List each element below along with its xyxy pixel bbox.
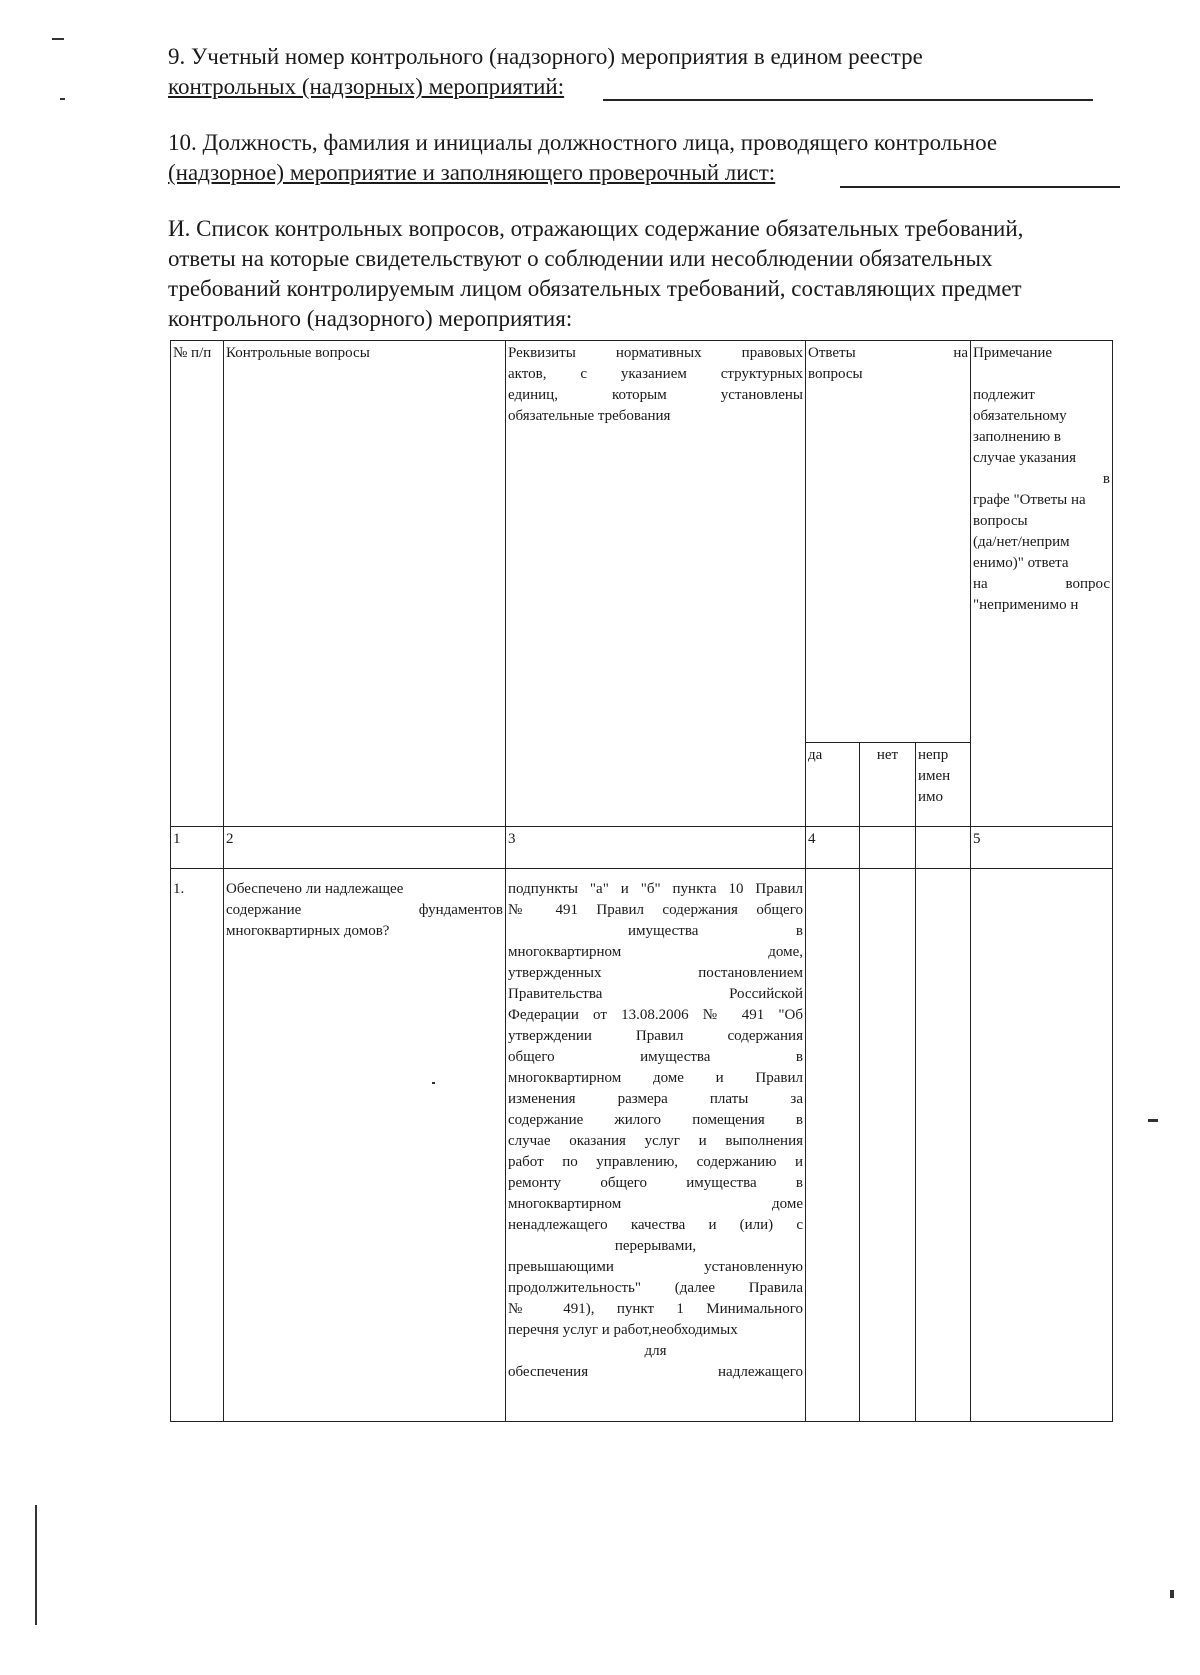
checklist-table [170, 340, 1113, 1422]
header-note-line: заполнению в [973, 429, 1061, 445]
row-1-requisites [506, 869, 806, 1422]
table-header-row [171, 341, 1113, 743]
row-1-answer-na[interactable] [916, 869, 971, 1422]
scan-speck [52, 38, 64, 40]
section-list-line3: требований контролируемым лицом обязательных требований, составляющих предмет [168, 276, 1022, 301]
section-9 [168, 42, 1113, 102]
scan-speck [1148, 1119, 1158, 1122]
scan-speck [1170, 1590, 1174, 1598]
req-line: имущества в [628, 923, 803, 939]
header-answers-right: на [953, 345, 969, 361]
table-row [171, 869, 1113, 1422]
header-answers-line2: вопросы [808, 366, 863, 382]
req-line: общего имущества в [508, 1049, 803, 1065]
req-line: многоквартирном доме [508, 1196, 803, 1212]
header-requisites-line: Реквизиты нормативных правовых [508, 345, 803, 361]
col-num-2: 2 [224, 827, 506, 869]
row-1-question-line: содержание фундаментов [226, 902, 503, 918]
scan-edge-line [35, 1505, 37, 1625]
section-9-line2: контрольных (надзорных) мероприятий: [168, 74, 565, 99]
req-line: № 491 Правил содержания общего [508, 902, 803, 918]
header-yes: да [806, 743, 860, 827]
section-list-line2: ответы на которые свидетельствуют о соблюдении или несоблюдении обязательных [168, 246, 993, 271]
header-na-line: имо [918, 789, 944, 805]
header-requisites-line: единиц, которым установлены [508, 387, 803, 403]
header-note-line: на вопрос [973, 576, 1111, 592]
header-note-line: подлежит [973, 387, 1035, 403]
row-1-answer-yes[interactable] [806, 869, 860, 1422]
req-line: для [644, 1343, 667, 1359]
header-note-line: случае указания [973, 450, 1077, 466]
section-list-heading [168, 214, 1113, 334]
header-note [971, 341, 1113, 827]
section-10-fill-line [840, 186, 1120, 188]
header-answers-left: Ответы [808, 345, 856, 361]
req-line: утвержденных постановлением [508, 965, 803, 981]
header-note-line: енимо)" ответа [973, 555, 1069, 571]
header-questions: Контрольные вопросы [224, 341, 506, 827]
req-line: перечня услуг и работ,необходимых [508, 1322, 738, 1338]
row-1-answer-no[interactable] [860, 869, 916, 1422]
section-10-line1: 10. Должность, фамилия и инициалы должностного лица, проводящего контрольное [168, 130, 998, 155]
header-requisites-line: актов, с указанием структурных [508, 366, 803, 382]
row-1-question-line: Обеспечено ли надлежащее [226, 881, 404, 897]
section-9-line1: 9. Учетный номер контрольного (надзорного) мероприятия в едином реестре [168, 44, 923, 69]
scan-speck [432, 1082, 435, 1084]
row-1-num: 1. [171, 869, 224, 1422]
header-note-line: обязательному [973, 408, 1067, 424]
req-line: работ по управлению, содержанию и [508, 1154, 803, 1170]
req-line: многоквартирном доме и Правил [508, 1070, 803, 1086]
col-num-1: 1 [171, 827, 224, 869]
col-num-3: 3 [506, 827, 806, 869]
header-note-line: графе "Ответы на [973, 492, 1086, 508]
header-na [916, 743, 971, 827]
section-10 [168, 128, 1113, 188]
req-line: продолжительность" (далее Правила [508, 1280, 803, 1296]
row-1-question-line: многоквартирных домов? [226, 923, 390, 939]
req-line: подпункты "а" и "б" пункта 10 Правил [508, 881, 803, 897]
req-line: обеспечения надлежащего [508, 1364, 803, 1380]
header-answers [806, 341, 971, 743]
col-num-5: 5 [971, 827, 1113, 869]
row-1-note[interactable] [971, 869, 1113, 1422]
req-line: № 491), пункт 1 Минимального [508, 1301, 803, 1317]
section-10-line2: (надзорное) мероприятие и заполняющего проверочный лист: [168, 160, 776, 185]
req-line: Федерации от 13.08.2006 № 491 "Об [508, 1007, 803, 1023]
header-no: нет [860, 743, 916, 827]
scan-speck [60, 98, 65, 100]
req-line: ненадлежащего качества и (или) с [508, 1217, 803, 1233]
header-note-line: вопросы [973, 513, 1028, 529]
col-num-4c [916, 827, 971, 869]
header-note-line: (да/нет/неприм [973, 534, 1070, 550]
req-line: перерывами, [614, 1238, 697, 1254]
col-num-4: 4 [806, 827, 860, 869]
req-line: ремонту общего имущества в [508, 1175, 803, 1191]
row-1-question [224, 869, 506, 1422]
header-note-title: Примечание [973, 345, 1053, 361]
req-line: превышающими установленную [508, 1259, 803, 1275]
req-line: многоквартирном доме, [508, 944, 803, 960]
header-num: № п/п [171, 341, 224, 827]
req-line: утверждении Правил содержания [508, 1028, 803, 1044]
header-na-line: непр [918, 747, 949, 763]
req-line: случае оказания услуг и выполнения [508, 1133, 803, 1149]
header-requisites-line: обязательные требования [508, 408, 671, 424]
header-requisites [506, 341, 806, 827]
header-na-line: имен [918, 768, 951, 784]
req-line: Правительства Российской [508, 986, 803, 1002]
section-list-line1: И. Список контрольных вопросов, отражающих содержание обязательных требований, [168, 216, 1024, 241]
header-note-line: "неприменимо н [973, 597, 1079, 613]
section-list-line4: контрольного (надзорного) мероприятия: [168, 306, 573, 331]
column-number-row [171, 827, 1113, 869]
req-line: изменения размера платы за [508, 1091, 803, 1107]
section-9-fill-line [603, 99, 1093, 101]
req-line: содержание жилого помещения в [508, 1112, 803, 1128]
col-num-4b [860, 827, 916, 869]
header-note-line: в [1102, 471, 1111, 487]
